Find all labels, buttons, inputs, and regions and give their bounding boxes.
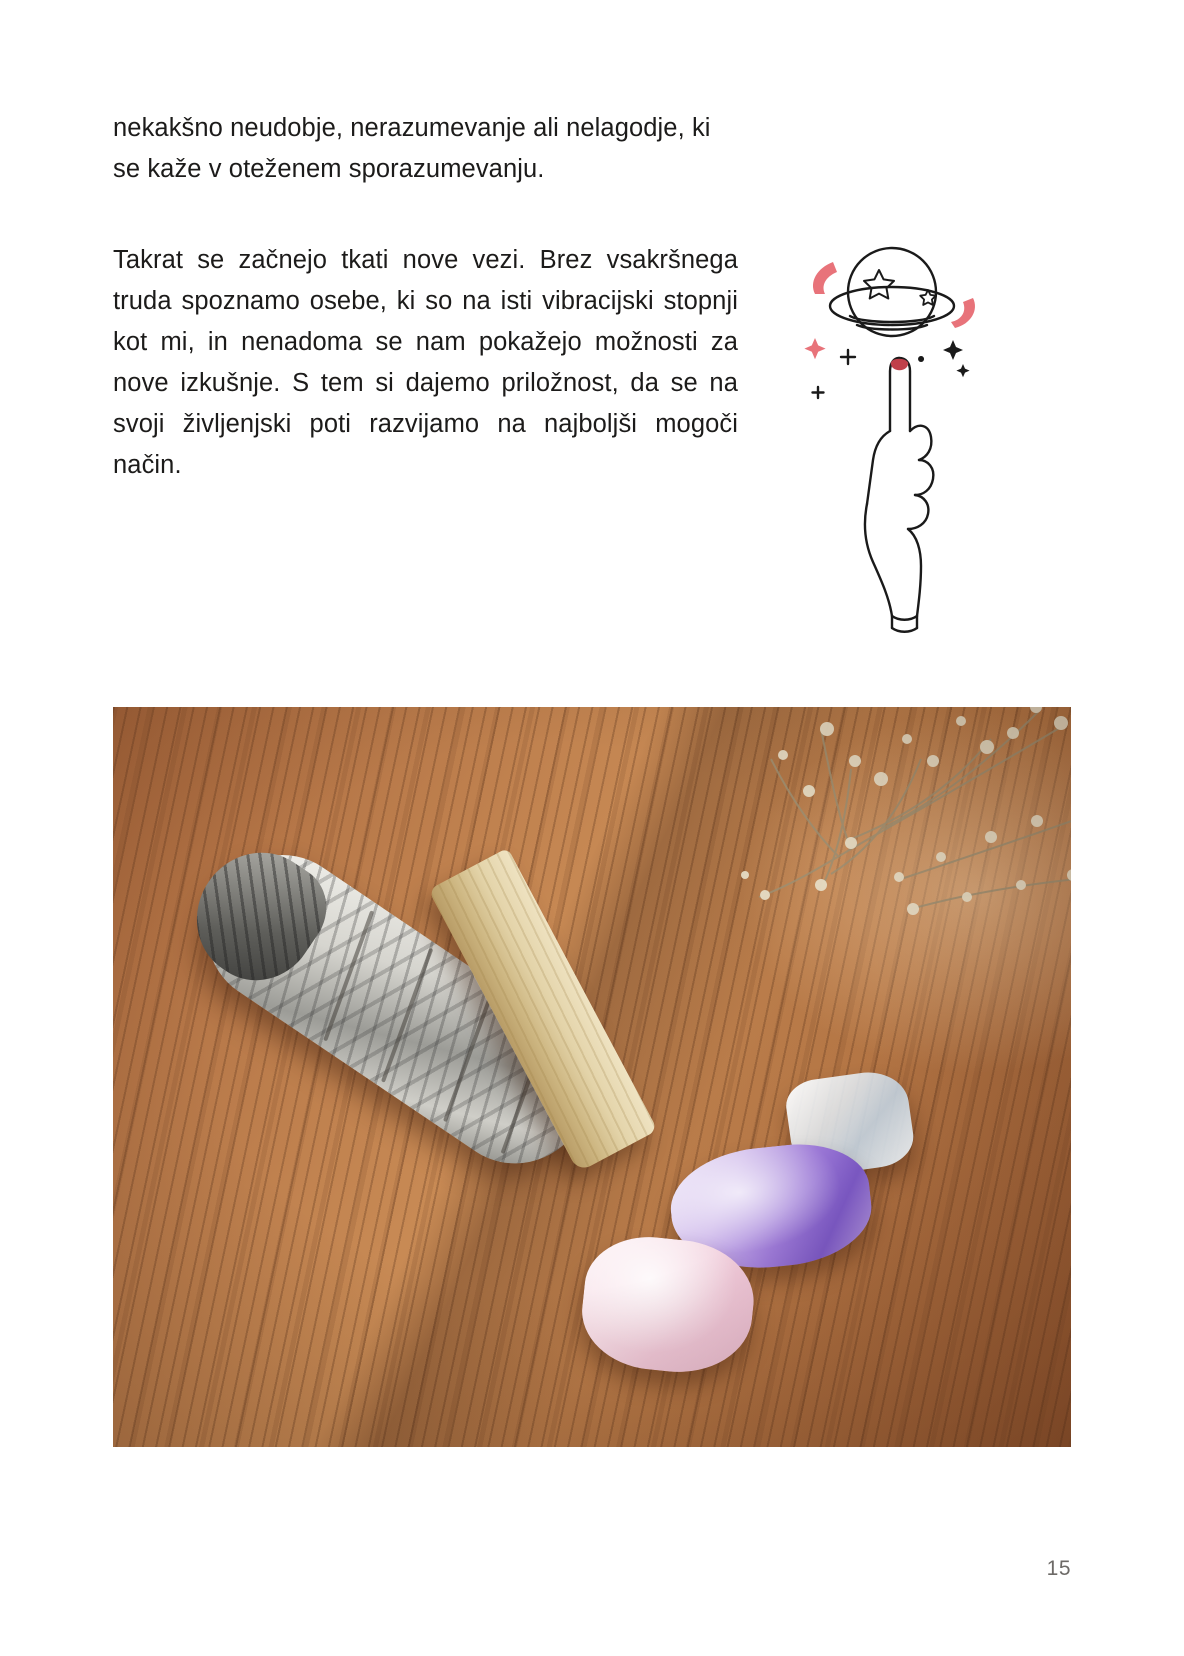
hand-balancing-planet-illustration xyxy=(795,232,1005,652)
photo-vignette xyxy=(113,707,1071,1447)
page-number: 15 xyxy=(1046,1557,1071,1580)
smudge-sticks-and-crystals-photo xyxy=(113,707,1071,1447)
paragraph-2: Takrat se začnejo tkati nove vezi. Brez vsakršnega truda spoznamo osebe, ki so na isti vibracijski stopnji kot mi, in nenadoma se nam pokažejo možnosti za nove izkušnje. S tem si dajemo priložnost, da se na svoji življenjski poti razvijamo na najboljši mogoči način. xyxy=(113,246,738,479)
body-text-column xyxy=(113,108,738,486)
paragraph-1: nekakšno neudobje, nerazumevanje ali nelagodje, ki se kaže v oteženem sporazumevanju. xyxy=(113,114,711,183)
